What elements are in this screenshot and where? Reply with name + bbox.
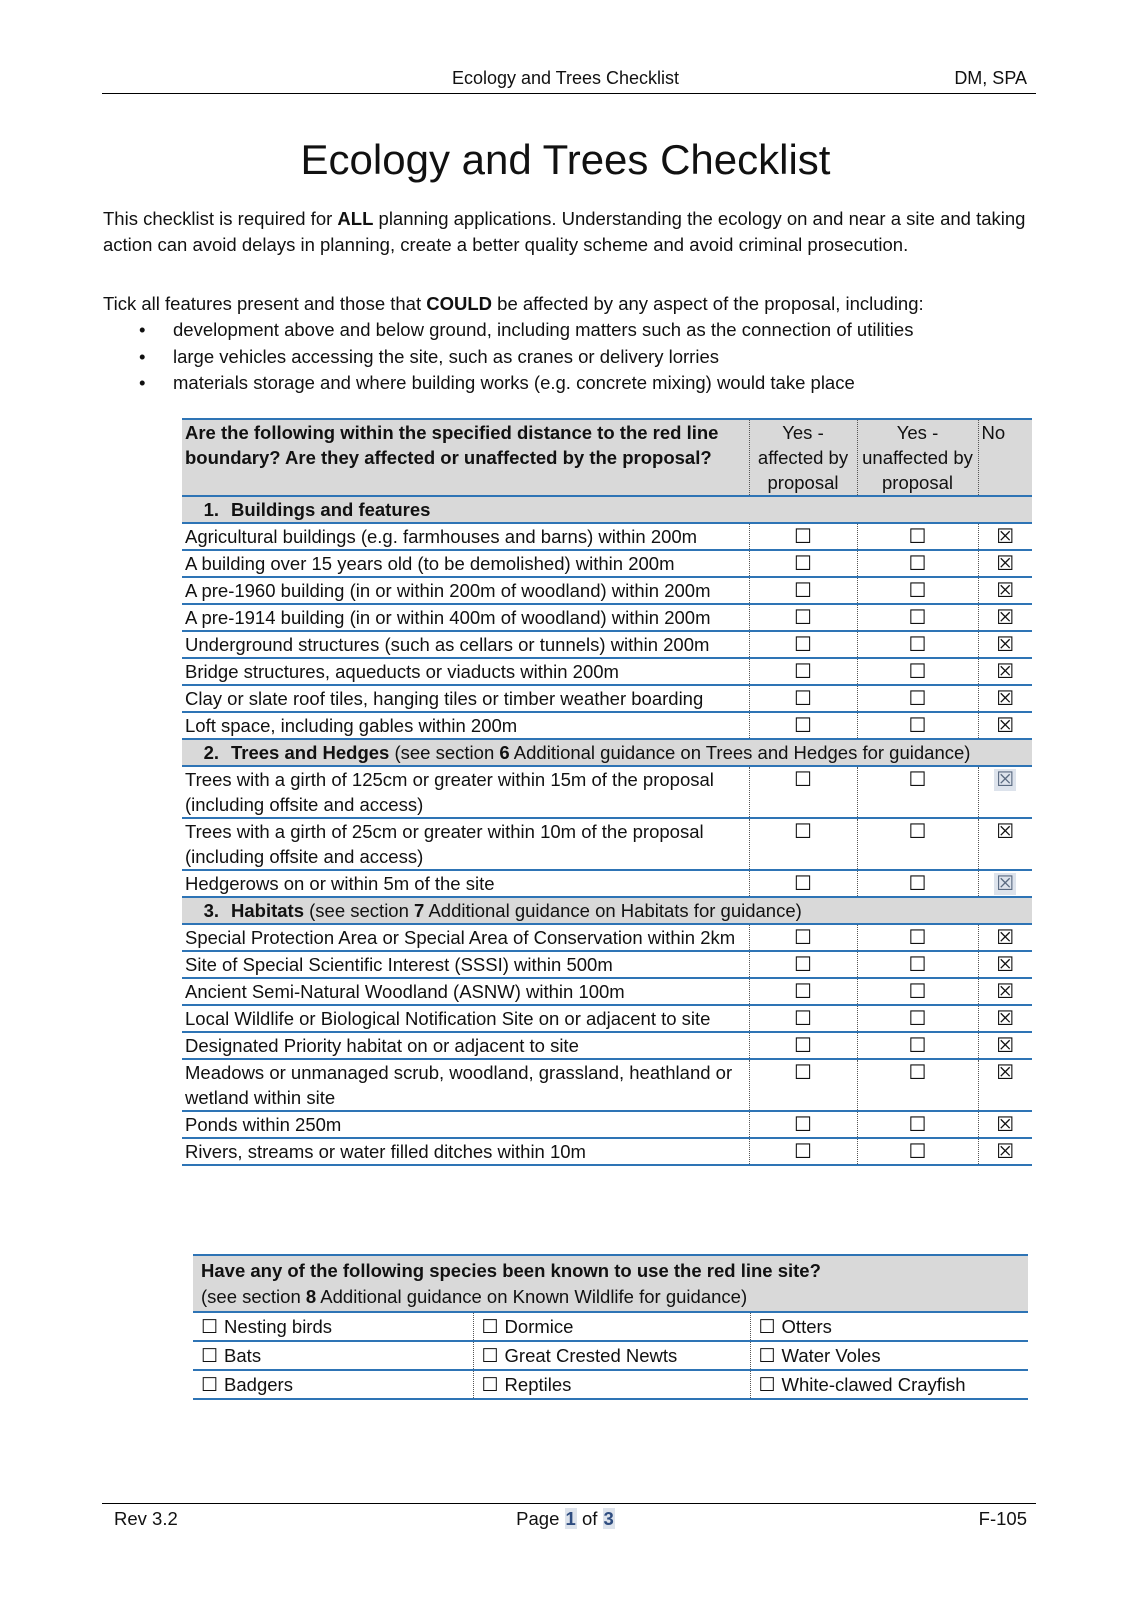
unchecked-box-icon[interactable]: ☐ <box>794 927 812 949</box>
checked-box-icon[interactable]: ☒ <box>996 526 1015 548</box>
feature-label: Special Protection Area or Special Area of Conservation within 2km <box>182 924 749 951</box>
bullet-icon: • <box>139 319 146 340</box>
affected-checkbox-cell <box>749 818 857 870</box>
checked-box-icon[interactable]: ☒ <box>996 821 1015 843</box>
section-header-row <box>182 739 1032 766</box>
checked-box-icon[interactable]: ☒ <box>996 1114 1015 1136</box>
table-row <box>182 577 1032 604</box>
species-label: Nesting birds <box>224 1316 333 1337</box>
feature-label: Bridge structures, aqueducts or viaducts within 200m <box>182 658 749 685</box>
table-row <box>182 924 1032 951</box>
affected-checkbox-cell <box>749 1059 857 1111</box>
no-checkbox-cell <box>978 766 1032 818</box>
checked-box-icon[interactable]: ☒ <box>996 553 1015 575</box>
unaffected-checkbox-cell <box>857 577 978 604</box>
species-question: Have any of the following species been known to use the red line site? <box>201 1260 821 1281</box>
footer-page-number <box>0 1508 1131 1530</box>
column-header-question: Are the following within the specified distance to the red line boundary? Are they affected or unaffected by the proposal? <box>182 419 749 496</box>
affected-checkbox-cell <box>749 550 857 577</box>
no-checkbox-cell <box>978 658 1032 685</box>
checked-box-icon[interactable]: ☒ <box>996 715 1015 737</box>
page-current-field: 1 <box>565 1508 576 1529</box>
running-header-dept: DM, SPA <box>954 68 1027 88</box>
bullet-item <box>103 344 913 371</box>
bullet-text: large vehicles accessing the site, such as cranes or delivery lorries <box>173 345 719 367</box>
section-title: Habitats <box>231 900 304 921</box>
no-checkbox-cell <box>978 523 1032 550</box>
table-row <box>182 1059 1032 1111</box>
species-label: Water Voles <box>781 1345 881 1366</box>
table-row <box>182 1111 1032 1138</box>
no-checkbox-cell <box>978 577 1032 604</box>
table-row <box>182 631 1032 658</box>
page-of-label: of <box>576 1508 603 1529</box>
section-note: (see section <box>304 900 415 921</box>
affected-checkbox-cell <box>749 1032 857 1059</box>
species-cell <box>473 1312 750 1341</box>
checked-box-icon[interactable]: ☒ <box>996 954 1015 976</box>
unchecked-box-icon[interactable]: ☐ <box>201 1317 219 1338</box>
section-header-row <box>182 897 1032 924</box>
features-checklist-table <box>182 418 1032 1166</box>
checked-box-icon[interactable]: ☒ <box>996 1141 1015 1163</box>
no-checkbox-cell <box>978 1059 1032 1111</box>
section-number: 1. <box>203 499 219 520</box>
no-checkbox-cell <box>978 1005 1032 1032</box>
section-note-ref: 7 <box>414 900 425 921</box>
feature-label: Clay or slate roof tiles, hanging tiles or timber weather boarding <box>182 685 749 712</box>
no-checkbox-cell <box>978 870 1032 897</box>
bullet-item <box>103 370 913 397</box>
feature-label: Ancient Semi-Natural Woodland (ASNW) within 100m <box>182 978 749 1005</box>
table-row <box>182 870 1032 897</box>
affected-checkbox-cell <box>749 924 857 951</box>
feature-label: Local Wildlife or Biological Notification Site on or adjacent to site <box>182 1005 749 1032</box>
unchecked-box-icon[interactable]: ☐ <box>794 580 812 602</box>
unchecked-box-icon[interactable]: ☐ <box>201 1375 219 1396</box>
feature-label: A pre-1914 building (in or within 400m of woodland) within 200m <box>182 604 749 631</box>
unchecked-box-icon[interactable]: ☐ <box>794 1114 812 1136</box>
affected-checkbox-cell <box>749 870 857 897</box>
table-row <box>182 550 1032 577</box>
table-row <box>182 712 1032 739</box>
species-row <box>193 1370 1028 1399</box>
no-checkbox-cell <box>978 550 1032 577</box>
unchecked-box-icon[interactable]: ☐ <box>908 1141 927 1163</box>
unchecked-box-icon[interactable]: ☐ <box>794 769 812 791</box>
affected-checkbox-cell <box>749 978 857 1005</box>
checked-box-icon[interactable]: ☒ <box>996 607 1015 629</box>
unaffected-checkbox-cell <box>857 766 978 818</box>
unchecked-box-icon[interactable]: ☐ <box>794 634 812 656</box>
table-row <box>182 685 1032 712</box>
unaffected-checkbox-cell <box>857 924 978 951</box>
unaffected-checkbox-cell <box>857 604 978 631</box>
table-row <box>182 604 1032 631</box>
page-title: Ecology and Trees Checklist <box>300 136 831 183</box>
no-checkbox-cell <box>978 1111 1032 1138</box>
no-checkbox-cell <box>978 604 1032 631</box>
unchecked-box-icon[interactable]: ☐ <box>908 1008 927 1030</box>
table-row <box>182 766 1032 818</box>
instruction-paragraph <box>103 291 1033 317</box>
unaffected-checkbox-cell <box>857 550 978 577</box>
unchecked-box-icon[interactable]: ☐ <box>758 1375 776 1396</box>
species-label: White-clawed Crayfish <box>781 1374 966 1395</box>
checked-box-icon[interactable]: ☒ <box>996 1008 1015 1030</box>
unchecked-box-icon[interactable]: ☐ <box>908 1114 927 1136</box>
species-label: Great Crested Newts <box>504 1345 678 1366</box>
checked-box-icon[interactable]: ☒ <box>996 927 1015 949</box>
unchecked-box-icon[interactable]: ☐ <box>481 1317 499 1338</box>
unaffected-checkbox-cell <box>857 523 978 550</box>
unchecked-box-icon[interactable]: ☐ <box>794 607 812 629</box>
section-header-cell <box>182 739 1032 766</box>
feature-label: Underground structures (such as cellars or tunnels) within 200m <box>182 631 749 658</box>
instruction-emphasis: COULD <box>426 293 493 314</box>
checked-box-icon[interactable]: ☒ <box>996 688 1015 710</box>
instruction-text: Tick all features present and those that <box>103 293 427 314</box>
bullet-icon: • <box>139 372 146 393</box>
unchecked-box-icon[interactable]: ☐ <box>794 661 812 683</box>
footer-revision: Rev 3.2 <box>114 1508 178 1529</box>
affected-checkbox-cell <box>749 523 857 550</box>
feature-label: Loft space, including gables within 200m <box>182 712 749 739</box>
section-title: Trees and Hedges <box>231 742 390 763</box>
feature-label: Trees with a girth of 125cm or greater within 15m of the proposal (including offsite and access) <box>182 766 749 818</box>
species-cell <box>193 1312 473 1341</box>
feature-label: Ponds within 250m <box>182 1111 749 1138</box>
species-label: Dormice <box>504 1316 574 1337</box>
affected-checkbox-cell <box>749 951 857 978</box>
footer-form-code: F-105 <box>978 1508 1027 1529</box>
feature-label: A pre-1960 building (in or within 200m of woodland) within 200m <box>182 577 749 604</box>
running-header-title: Ecology and Trees Checklist <box>451 68 680 88</box>
table-row <box>182 951 1032 978</box>
table-row <box>182 1032 1032 1059</box>
unchecked-box-icon[interactable]: ☐ <box>908 954 927 976</box>
feature-label: Rivers, streams or water filled ditches within 10m <box>182 1138 749 1165</box>
species-row <box>193 1312 1028 1341</box>
species-label: Bats <box>224 1345 262 1366</box>
species-header-cell <box>193 1255 1028 1312</box>
table-row <box>182 658 1032 685</box>
unchecked-box-icon[interactable]: ☐ <box>908 526 927 548</box>
species-note-cont: Additional guidance on Known Wildlife for guidance) <box>316 1286 748 1307</box>
table-row <box>182 1138 1032 1165</box>
unchecked-box-icon[interactable]: ☐ <box>794 1141 812 1163</box>
unaffected-checkbox-cell <box>857 1111 978 1138</box>
unaffected-checkbox-cell <box>857 658 978 685</box>
header-rule <box>102 93 1036 94</box>
unaffected-checkbox-cell <box>857 978 978 1005</box>
no-checkbox-cell <box>978 631 1032 658</box>
affected-checkbox-cell <box>749 712 857 739</box>
unaffected-checkbox-cell <box>857 1032 978 1059</box>
unchecked-box-icon[interactable]: ☐ <box>794 821 812 843</box>
page-label: Page <box>516 1508 565 1529</box>
unchecked-box-icon[interactable]: ☐ <box>908 1035 927 1057</box>
unchecked-box-icon[interactable]: ☐ <box>908 1062 927 1084</box>
column-header-affected: Yes - affected by proposal <box>749 419 857 496</box>
bullet-text: development above and below ground, including matters such as the connection of utilities <box>173 319 914 340</box>
column-header-no: No <box>978 419 1032 496</box>
bullet-item <box>103 317 913 344</box>
species-cell <box>473 1341 750 1370</box>
section-note-cont: Additional guidance on Trees and Hedges for guidance) <box>509 742 971 763</box>
feature-label: Meadows or unmanaged scrub, woodland, grassland, heathland or wetland within site <box>182 1059 749 1111</box>
unchecked-box-icon[interactable]: ☐ <box>908 981 927 1003</box>
unchecked-box-icon[interactable]: ☐ <box>794 688 812 710</box>
no-checkbox-cell <box>978 1138 1032 1165</box>
table-row <box>182 523 1032 550</box>
no-checkbox-cell <box>978 818 1032 870</box>
unchecked-box-icon[interactable]: ☐ <box>908 553 927 575</box>
checked-box-icon[interactable]: ☒ <box>996 634 1015 656</box>
unaffected-checkbox-cell <box>857 631 978 658</box>
table-header-row <box>182 419 1032 496</box>
checked-box-icon[interactable]: ☒ <box>996 873 1015 895</box>
species-header-row <box>193 1255 1028 1312</box>
unaffected-checkbox-cell <box>857 818 978 870</box>
section-note-ref: 6 <box>499 742 510 763</box>
unaffected-checkbox-cell <box>857 870 978 897</box>
section-number: 2. <box>203 742 219 763</box>
no-checkbox-cell <box>978 951 1032 978</box>
section-number: 3. <box>203 900 219 921</box>
unchecked-box-icon[interactable]: ☐ <box>908 607 927 629</box>
intro-text-cont: planning applications. Understanding the ecology on and near a site and taking action can avoid delays in planning, create a better quality scheme and avoid criminal prosecution. <box>103 208 1026 255</box>
feature-label: Designated Priority habitat on or adjacent to site <box>182 1032 749 1059</box>
table-row <box>182 978 1032 1005</box>
species-label: Reptiles <box>504 1374 572 1395</box>
checked-box-icon[interactable]: ☒ <box>996 580 1015 602</box>
affected-checkbox-cell <box>749 631 857 658</box>
page-total-field: 3 <box>603 1508 614 1529</box>
no-checkbox-cell <box>978 712 1032 739</box>
unchecked-box-icon[interactable]: ☐ <box>908 927 927 949</box>
column-header-unaffected: Yes - unaffected by proposal <box>857 419 978 496</box>
species-note: (see section <box>201 1286 306 1307</box>
footer-rule <box>102 1503 1036 1504</box>
unchecked-box-icon[interactable]: ☐ <box>481 1346 499 1367</box>
species-cell <box>750 1341 1028 1370</box>
affected-checkbox-cell <box>749 658 857 685</box>
no-checkbox-cell <box>978 978 1032 1005</box>
checked-box-icon[interactable]: ☒ <box>996 981 1015 1003</box>
unchecked-box-icon[interactable]: ☐ <box>758 1346 776 1367</box>
affected-checkbox-cell <box>749 1005 857 1032</box>
unchecked-box-icon[interactable]: ☐ <box>794 526 812 548</box>
affected-checkbox-cell <box>749 604 857 631</box>
section-note: (see section <box>389 742 500 763</box>
affected-checkbox-cell <box>749 766 857 818</box>
species-label: Badgers <box>224 1374 293 1395</box>
no-checkbox-cell <box>978 1032 1032 1059</box>
unchecked-box-icon[interactable]: ☐ <box>794 981 812 1003</box>
bullet-icon: • <box>139 345 146 367</box>
unchecked-box-icon[interactable]: ☐ <box>908 661 927 683</box>
intro-emphasis: ALL <box>337 208 374 229</box>
species-cell <box>750 1370 1028 1399</box>
affected-checkbox-cell <box>749 685 857 712</box>
table-row <box>182 818 1032 870</box>
checked-box-icon[interactable]: ☒ <box>996 769 1015 791</box>
bullet-text: materials storage and where building works (e.g. concrete mixing) would take place <box>173 372 855 393</box>
unchecked-box-icon[interactable]: ☐ <box>908 873 927 895</box>
checked-box-icon[interactable]: ☒ <box>996 1062 1015 1084</box>
species-cell <box>193 1370 473 1399</box>
unchecked-box-icon[interactable]: ☐ <box>908 769 927 791</box>
table-row <box>182 1005 1032 1032</box>
intro-paragraph <box>103 206 1033 258</box>
feature-label: Agricultural buildings (e.g. farmhouses and barns) within 200m <box>182 523 749 550</box>
unchecked-box-icon[interactable]: ☐ <box>794 553 812 575</box>
unchecked-box-icon[interactable]: ☐ <box>794 873 812 895</box>
affected-checkbox-cell <box>749 577 857 604</box>
affected-checkbox-cell <box>749 1111 857 1138</box>
feature-label: Trees with a girth of 25cm or greater within 10m of the proposal (including offsite and access) <box>182 818 749 870</box>
section-note-cont: Additional guidance on Habitats for guidance) <box>424 900 802 921</box>
unaffected-checkbox-cell <box>857 685 978 712</box>
section-header-row <box>182 496 1032 523</box>
species-label: Otters <box>781 1316 832 1337</box>
unchecked-box-icon[interactable]: ☐ <box>794 954 812 976</box>
species-cell <box>473 1370 750 1399</box>
unaffected-checkbox-cell <box>857 712 978 739</box>
species-cell <box>193 1341 473 1370</box>
checked-box-icon[interactable]: ☒ <box>996 1035 1015 1057</box>
section-header-cell <box>182 496 1032 523</box>
section-header-cell <box>182 897 1032 924</box>
feature-label: Site of Special Scientific Interest (SSSI) within 500m <box>182 951 749 978</box>
unaffected-checkbox-cell <box>857 1005 978 1032</box>
unchecked-box-icon[interactable]: ☐ <box>794 1008 812 1030</box>
unchecked-box-icon[interactable]: ☐ <box>794 1062 812 1084</box>
unchecked-box-icon[interactable]: ☐ <box>481 1375 499 1396</box>
intro-text: This checklist is required for <box>103 208 338 229</box>
unaffected-checkbox-cell <box>857 951 978 978</box>
no-checkbox-cell <box>978 924 1032 951</box>
unchecked-box-icon[interactable]: ☐ <box>201 1346 219 1367</box>
affected-checkbox-cell <box>749 1138 857 1165</box>
feature-label: Hedgerows on or within 5m of the site <box>182 870 749 897</box>
unchecked-box-icon[interactable]: ☐ <box>908 688 927 710</box>
unchecked-box-icon[interactable]: ☐ <box>794 1035 812 1057</box>
species-cell <box>750 1312 1028 1341</box>
section-title: Buildings and features <box>231 499 431 520</box>
species-row <box>193 1341 1028 1370</box>
feature-label: A building over 15 years old (to be demolished) within 200m <box>182 550 749 577</box>
species-note-section: 8 <box>305 1286 317 1307</box>
checked-box-icon[interactable]: ☒ <box>996 661 1015 683</box>
unchecked-box-icon[interactable]: ☐ <box>908 821 927 843</box>
unchecked-box-icon[interactable]: ☐ <box>758 1317 776 1338</box>
unaffected-checkbox-cell <box>857 1138 978 1165</box>
unaffected-checkbox-cell <box>857 1059 978 1111</box>
unchecked-box-icon[interactable]: ☐ <box>794 715 812 737</box>
instruction-text-cont: be affected by any aspect of the proposal, including: <box>492 293 924 314</box>
species-checklist-table <box>193 1254 1028 1400</box>
unchecked-box-icon[interactable]: ☐ <box>908 634 927 656</box>
no-checkbox-cell <box>978 685 1032 712</box>
instruction-bullet-list <box>103 317 913 397</box>
unchecked-box-icon[interactable]: ☐ <box>908 580 927 602</box>
unchecked-box-icon[interactable]: ☐ <box>908 715 927 737</box>
